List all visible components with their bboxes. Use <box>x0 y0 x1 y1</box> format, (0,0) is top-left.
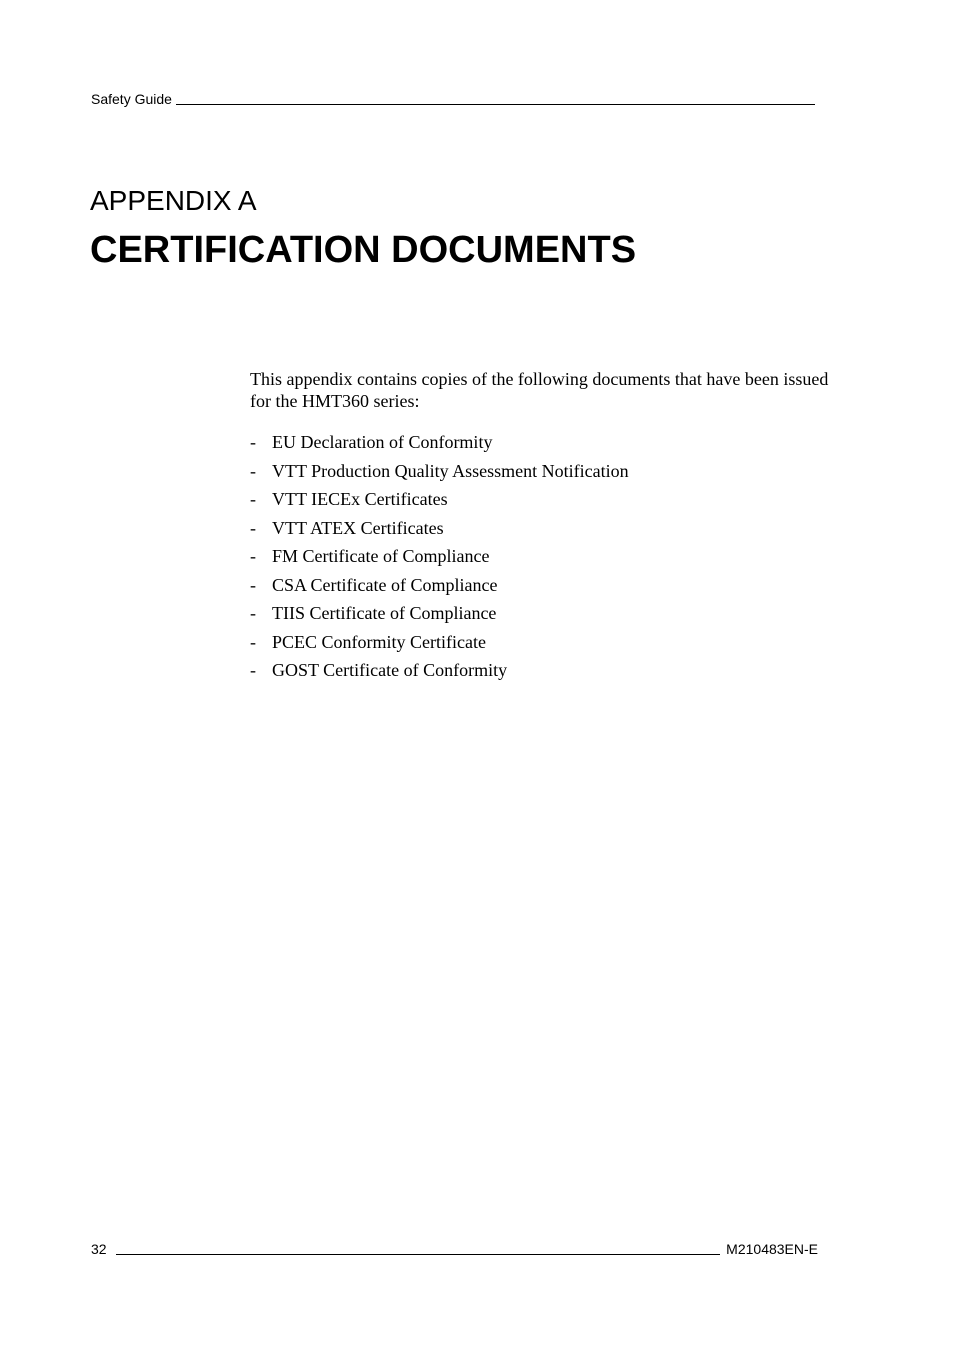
list-item <box>250 516 629 545</box>
bullet-dash: - <box>250 432 256 452</box>
list-item <box>250 573 629 602</box>
header-rule <box>176 104 815 105</box>
bullet-dash: - <box>250 517 256 538</box>
list-item-text: TIIS Certificate of Compliance <box>272 603 497 623</box>
list-item <box>250 430 629 459</box>
page-number: 32 <box>91 1241 107 1257</box>
bullet-dash: - <box>250 460 256 481</box>
appendix-label: APPENDIX A <box>90 185 257 216</box>
intro-paragraph: This appendix contains copies of the following documents that have been issued for the HMT360 series: <box>250 369 829 411</box>
list-item-text: VTT IECEx Certificates <box>272 489 448 509</box>
running-title: Safety Guide <box>91 91 172 107</box>
bullet-dash: - <box>250 660 256 680</box>
bullet-dash: - <box>250 489 256 509</box>
document-code: M210483EN-E <box>726 1241 818 1257</box>
list-item <box>250 544 629 573</box>
bullet-dash: - <box>250 603 256 623</box>
bullet-dash: - <box>250 574 256 595</box>
bullet-dash: - <box>250 631 256 652</box>
list-item-text: CSA Certificate of Compliance <box>272 574 498 595</box>
document-list <box>250 430 629 687</box>
footer-rule <box>116 1254 721 1255</box>
list-item-text: EU Declaration of Conformity <box>272 432 493 452</box>
list-item <box>250 658 629 687</box>
list-item-text: FM Certificate of Compliance <box>272 546 490 566</box>
page-footer <box>91 1240 818 1258</box>
bullet-dash: - <box>250 546 256 566</box>
list-item <box>250 487 629 516</box>
page-title: CERTIFICATION DOCUMENTS <box>90 229 637 271</box>
list-item-text: VTT ATEX Certificates <box>272 517 444 538</box>
list-item <box>250 459 629 488</box>
list-item-text: PCEC Conformity Certificate <box>272 631 486 652</box>
list-item <box>250 630 629 659</box>
list-item-text: VTT Production Quality Assessment Notification <box>272 460 629 481</box>
list-item-text: GOST Certificate of Conformity <box>272 660 508 680</box>
page-header <box>91 90 815 108</box>
list-item <box>250 601 629 630</box>
